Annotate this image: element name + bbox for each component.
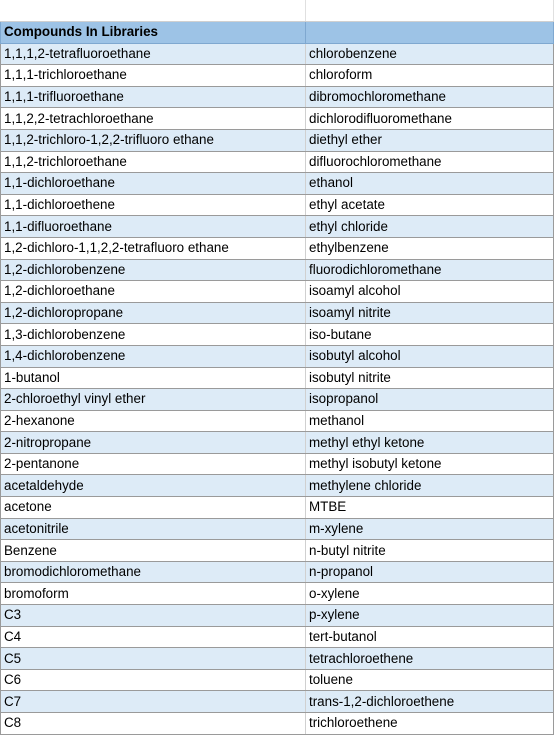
compound-cell-col-a[interactable]: C5 (1, 648, 306, 670)
compound-cell-col-b[interactable]: ethyl chloride (306, 216, 554, 238)
compound-cell-col-b[interactable]: ethyl acetate (306, 194, 554, 216)
compound-cell-col-a[interactable]: 2-nitropropane (1, 432, 306, 454)
compound-cell-col-a[interactable]: bromoform (1, 583, 306, 605)
table-row (1, 259, 554, 281)
compound-cell-col-b[interactable]: difluorochloromethane (306, 151, 554, 173)
table-row (1, 65, 554, 87)
compound-cell-col-b[interactable]: iso-butane (306, 324, 554, 346)
table-row (1, 410, 554, 432)
compound-cell-col-a[interactable]: 2-hexanone (1, 410, 306, 432)
table-row (1, 691, 554, 713)
table-row (1, 518, 554, 540)
compound-cell-col-b[interactable]: n-butyl nitrite (306, 540, 554, 562)
empty-row (1, 0, 554, 22)
compound-cell-col-a[interactable]: acetonitrile (1, 518, 306, 540)
compound-cell-col-b[interactable]: n-propanol (306, 561, 554, 583)
compound-cell-col-b[interactable]: trichloroethene (306, 713, 554, 735)
compound-cell-col-b[interactable]: methyl isobutyl ketone (306, 453, 554, 475)
table-row (1, 43, 554, 65)
table-row (1, 389, 554, 411)
compound-cell-col-a[interactable]: C8 (1, 713, 306, 735)
compound-cell-col-a[interactable]: C4 (1, 626, 306, 648)
compound-cell-col-b[interactable]: methylene chloride (306, 475, 554, 497)
compound-cell-col-a[interactable]: 1,2-dichloroethane (1, 281, 306, 303)
compound-cell-col-b[interactable]: isoamyl alcohol (306, 281, 554, 303)
table-row (1, 453, 554, 475)
compound-cell-col-b[interactable]: fluorodichloromethane (306, 259, 554, 281)
compound-cell-col-b[interactable]: methanol (306, 410, 554, 432)
compound-cell-col-a[interactable]: 1,1-dichloroethene (1, 194, 306, 216)
table-row (1, 648, 554, 670)
compound-cell-col-a[interactable]: 1,1,2-trichloro-1,2,2-trifluoro ethane (1, 129, 306, 151)
compound-cell-col-a[interactable]: 2-chloroethyl vinyl ether (1, 389, 306, 411)
compound-cell-col-b[interactable]: isoamyl nitrite (306, 302, 554, 324)
compound-cell-col-a[interactable]: bromodichloromethane (1, 561, 306, 583)
compound-cell-col-b[interactable]: isobutyl alcohol (306, 345, 554, 367)
compound-cell-col-a[interactable]: 1,2-dichloropropane (1, 302, 306, 324)
compound-cell-col-b[interactable]: isopropanol (306, 389, 554, 411)
table-row (1, 497, 554, 519)
table-row (1, 281, 554, 303)
table-row (1, 626, 554, 648)
compound-cell-col-b[interactable]: ethanol (306, 173, 554, 195)
compound-cell-col-b[interactable]: chlorobenzene (306, 43, 554, 65)
compound-cell-col-b[interactable]: ethylbenzene (306, 237, 554, 259)
table-row (1, 108, 554, 130)
compound-cell-col-b[interactable]: MTBE (306, 497, 554, 519)
table-row (1, 540, 554, 562)
table-row (1, 669, 554, 691)
compound-cell-col-b[interactable]: p-xylene (306, 605, 554, 627)
compound-cell-col-a[interactable]: 1,2-dichloro-1,1,2,2-tetrafluoro ethane (1, 237, 306, 259)
compound-cell-col-a[interactable]: 1,1,1-trichloroethane (1, 65, 306, 87)
table-row (1, 605, 554, 627)
compound-cell-col-b[interactable]: chloroform (306, 65, 554, 87)
compound-cell-col-b[interactable]: diethyl ether (306, 129, 554, 151)
compound-cell-col-a[interactable]: 2-pentanone (1, 453, 306, 475)
table-row (1, 194, 554, 216)
table-row (1, 302, 554, 324)
compound-cell-col-a[interactable]: 1-butanol (1, 367, 306, 389)
compound-cell-col-b[interactable]: tert-butanol (306, 626, 554, 648)
table-row (1, 561, 554, 583)
table-row (1, 173, 554, 195)
compound-cell-col-a[interactable]: C3 (1, 605, 306, 627)
compound-cell-col-b[interactable]: o-xylene (306, 583, 554, 605)
table-row (1, 324, 554, 346)
compound-cell-col-b[interactable]: dichlorodifluoromethane (306, 108, 554, 130)
table-row (1, 583, 554, 605)
empty-cell[interactable] (306, 0, 554, 22)
table-row (1, 237, 554, 259)
compound-cell-col-a[interactable]: 1,3-dichlorobenzene (1, 324, 306, 346)
table-row (1, 367, 554, 389)
compound-cell-col-a[interactable]: acetaldehyde (1, 475, 306, 497)
compound-cell-col-a[interactable]: 1,4-dichlorobenzene (1, 345, 306, 367)
table-row (1, 345, 554, 367)
compound-cell-col-b[interactable]: dibromochloromethane (306, 86, 554, 108)
compound-cell-col-a[interactable]: C6 (1, 669, 306, 691)
table-row (1, 713, 554, 735)
compound-cell-col-a[interactable]: 1,1,1,2-tetrafluoroethane (1, 43, 306, 65)
table-row (1, 432, 554, 454)
compound-cell-col-a[interactable]: 1,1,1-trifluoroethane (1, 86, 306, 108)
compound-cell-col-b[interactable]: tetrachloroethene (306, 648, 554, 670)
compound-cell-col-a[interactable]: 1,2-dichlorobenzene (1, 259, 306, 281)
compound-cell-col-a[interactable]: acetone (1, 497, 306, 519)
table-row (1, 86, 554, 108)
table-row (1, 151, 554, 173)
compound-cell-col-a[interactable]: 1,1-dichloroethane (1, 173, 306, 195)
compound-cell-col-a[interactable]: C7 (1, 691, 306, 713)
compound-cell-col-a[interactable]: 1,1,2,2-tetrachloroethane (1, 108, 306, 130)
empty-cell[interactable] (1, 0, 306, 22)
compound-cell-col-b[interactable]: isobutyl nitrite (306, 367, 554, 389)
table-header-cell[interactable]: Compounds In Libraries (1, 22, 306, 44)
table-row (1, 475, 554, 497)
table-header-empty-cell[interactable] (306, 22, 554, 44)
compound-cell-col-b[interactable]: trans-1,2-dichloroethene (306, 691, 554, 713)
compound-cell-col-a[interactable]: 1,1-difluoroethane (1, 216, 306, 238)
compound-cell-col-b[interactable]: methyl ethyl ketone (306, 432, 554, 454)
compound-cell-col-b[interactable]: toluene (306, 669, 554, 691)
table-row (1, 129, 554, 151)
compound-cell-col-a[interactable]: 1,1,2-trichloroethane (1, 151, 306, 173)
compound-cell-col-b[interactable]: m-xylene (306, 518, 554, 540)
compound-cell-col-a[interactable]: Benzene (1, 540, 306, 562)
table-header-row (1, 22, 554, 44)
table-row (1, 216, 554, 238)
